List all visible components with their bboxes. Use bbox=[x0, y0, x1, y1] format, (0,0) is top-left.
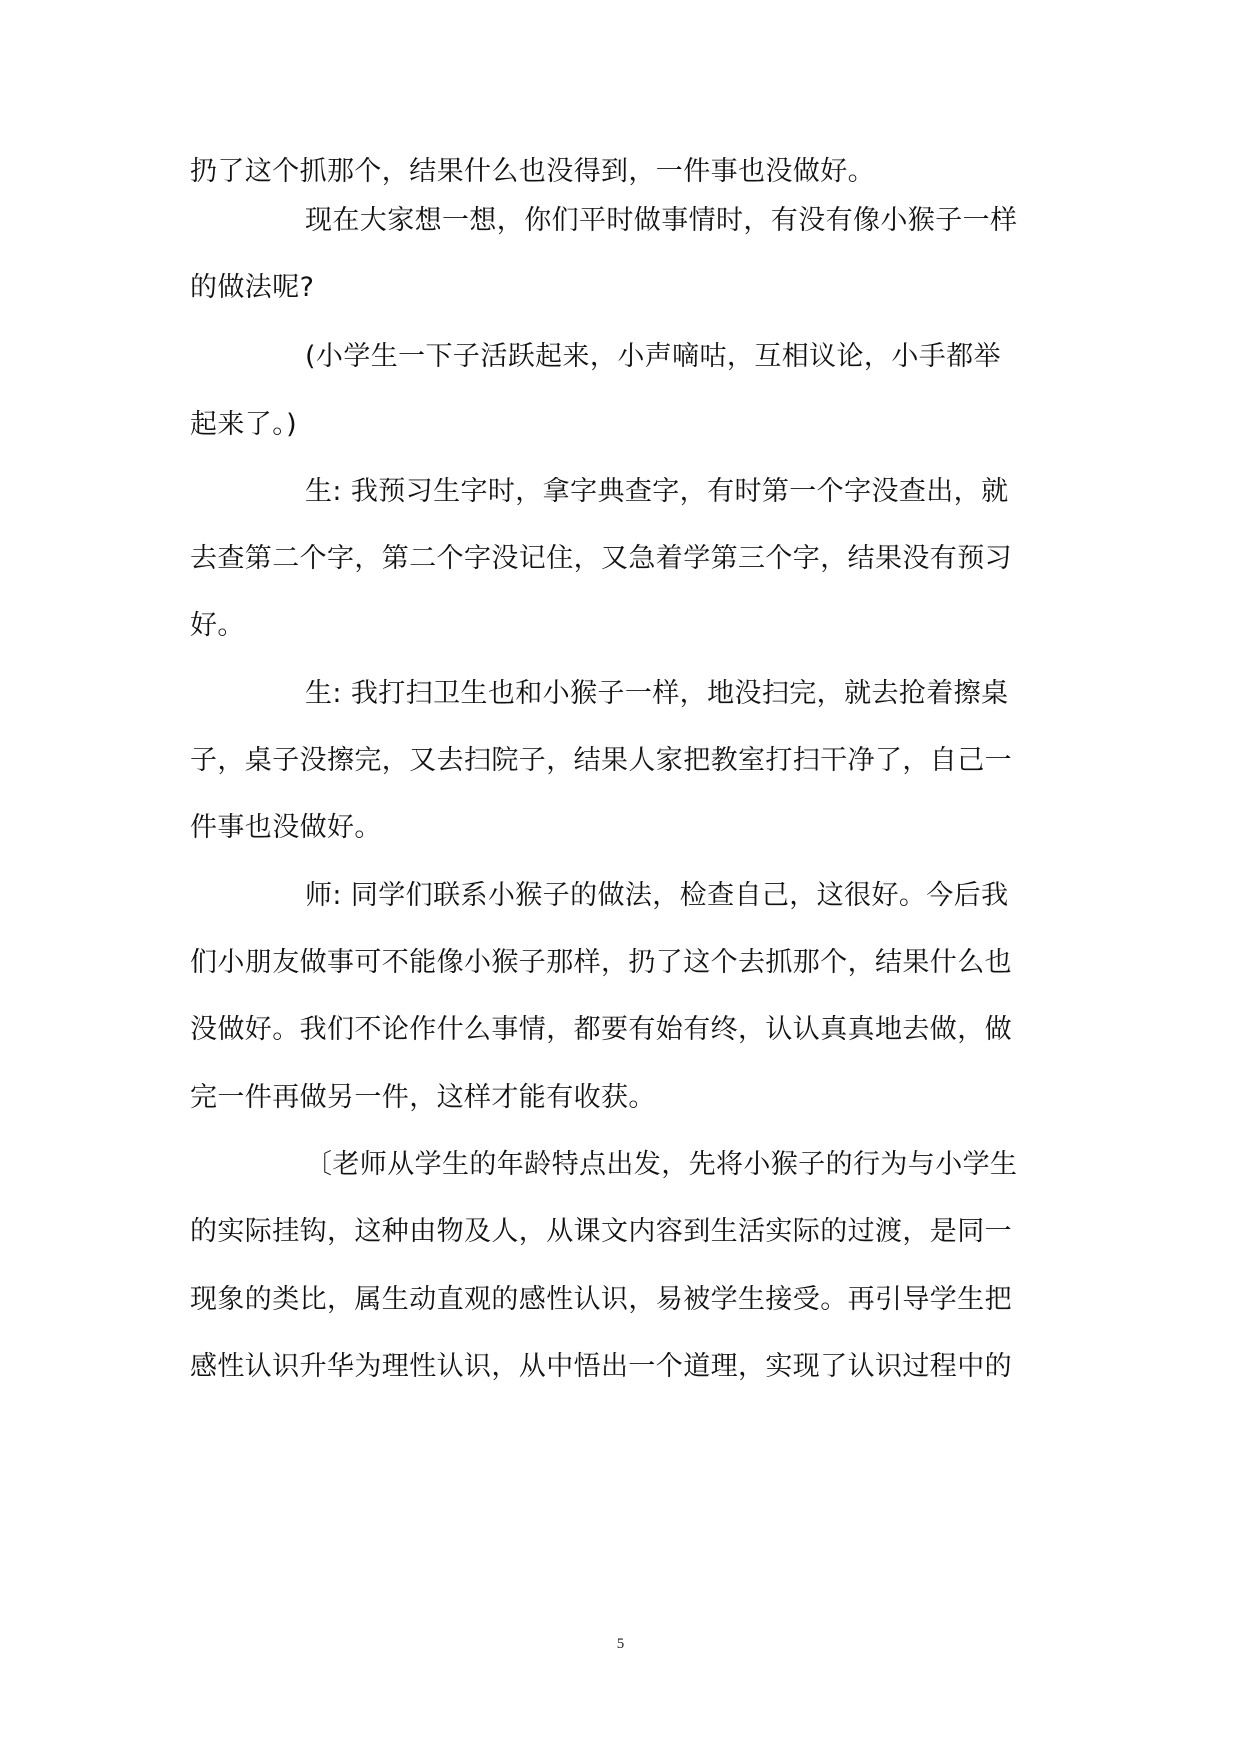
text-line: 子，桌子没擦完，又去扫院子，结果人家把教室打扫干净了，自己一 bbox=[190, 745, 1012, 776]
text-line: 件事也没做好。 bbox=[190, 812, 382, 843]
text-line: 生: 我打扫卫生也和小猴子一样，地没扫完，就去抢着擦桌 bbox=[305, 678, 1009, 709]
text-line: 的实际挂钩，这种由物及人，从课文内容到生活实际的过渡，是同一 bbox=[190, 1216, 1012, 1247]
text-line: 没做好。我们不论作什么事情，都要有始有终，认认真真地去做，做 bbox=[190, 1014, 1012, 1045]
text-line: 〔老师从学生的年龄特点出发，先将小猴子的行为与小学生 bbox=[305, 1149, 1018, 1180]
text-line: 扔了这个抓那个，结果什么也没得到，一件事也没做好。 bbox=[190, 156, 875, 187]
text-line: 去查第二个字，第二个字没记住，又急着学第三个字，结果没有预习 bbox=[190, 543, 1012, 574]
text-line: 起来了。) bbox=[190, 409, 298, 440]
text-line: 师: 同学们联系小猴子的做法，检查自己，这很好。今后我 bbox=[305, 880, 1009, 911]
text-line: 完一件再做另一件，这样才能有收获。 bbox=[190, 1082, 656, 1113]
page-number: 5 bbox=[616, 1636, 625, 1652]
text-line: (小学生一下子活跃起来，小声嘀咕，互相议论，小手都举 bbox=[305, 341, 1001, 372]
text-line: 好。 bbox=[190, 610, 245, 641]
text-line: 们小朋友做事可不能像小猴子那样，扔了这个去抓那个，结果什么也 bbox=[190, 947, 1012, 978]
text-line: 现在大家想一想，你们平时做事情时，有没有像小猴子一样 bbox=[305, 205, 1018, 236]
text-line: 的做法呢? bbox=[190, 272, 315, 303]
text-line: 生: 我预习生字时，拿字典查字，有时第一个字没查出，就 bbox=[305, 476, 1009, 507]
text-line: 感性认识升华为理性认识，从中悟出一个道理，实现了认识过程中的 bbox=[190, 1351, 1012, 1382]
text-line: 现象的类比，属生动直观的感性认识，易被学生接受。再引导学生把 bbox=[190, 1284, 1012, 1315]
